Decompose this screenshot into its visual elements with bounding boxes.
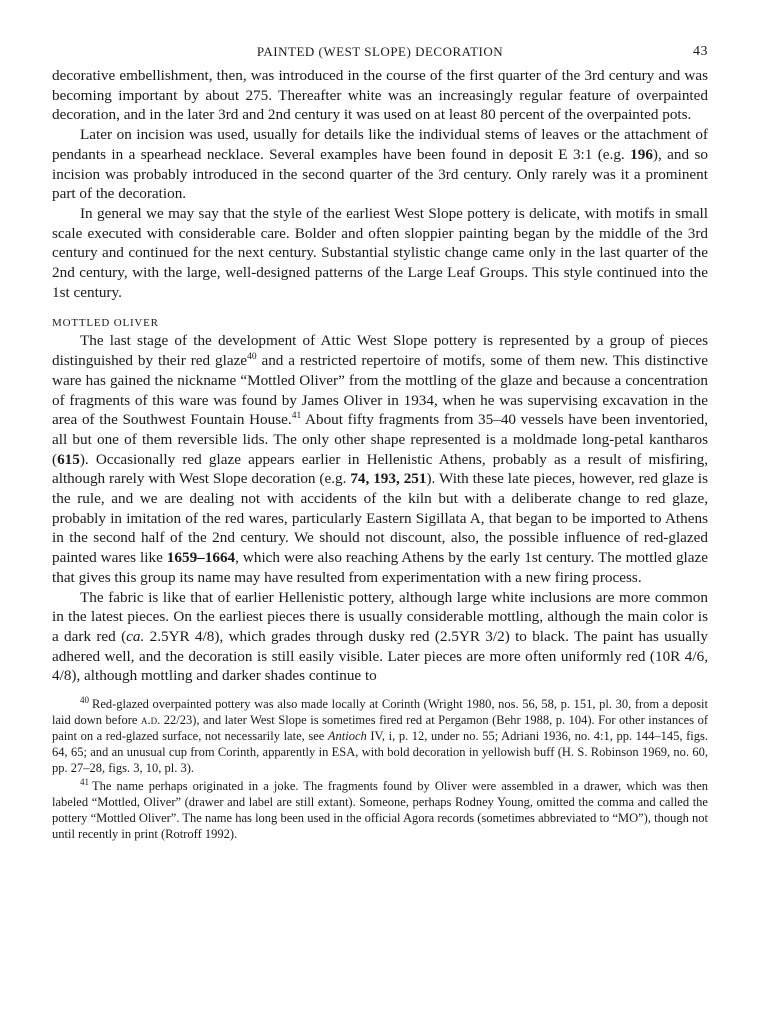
paragraph-4-text-f: , which were also reaching Athens by the early 1st century. The mottled glaze that gives this group its name may have resulted from experimentation with a new firing process.: [52, 549, 708, 586]
catalog-ref-615: 615: [57, 450, 80, 468]
paragraph-4-text-c: About fifty fragments from 35–40 vessels have been inventoried, all but one of them reversible lids. The only other shape represented is a moldmade long-petal kantharos (: [52, 411, 708, 468]
paragraph-3: [52, 204, 708, 303]
paragraph-5: [52, 588, 708, 687]
paragraph-2-text-a: Later on incision was used, usually for details like the individual stems of leaves or the attachment of pendants in a spearhead necklace. Several examples have been found in deposit E 3:1 (e.g.: [52, 126, 708, 163]
section-heading: MOTTLED OLIVER: [52, 317, 159, 330]
footnote-40-era: a.d.: [140, 713, 161, 728]
paragraph-4-text-e: ). With these late pieces, however, red glaze is the rule, and we are dealing not with accidents of the kiln but with a deliberate change to red glaze, probably in imitation of the red wares, particularly Eastern Sigillata A, that began to be imported to Athens in the second half of the 2nd century. We should not discount, also, the possible influence of red-glazed painted wares like: [52, 470, 709, 567]
paragraph-2-text-b: ), and so incision was probably introduced in the second quarter of the 3rd century. Only rarely was it a prominent part of the decoration.: [52, 145, 708, 203]
paragraph-5-text-b: 2.5YR 4/8), which grades through dusky red (2.5YR 3/2) to black. The paint has usually adhered well, and the decoration is still easily visible. Later pieces are more often uniformly red (10R 4/6, 4/8), although mottling and darker shades continue to: [52, 627, 708, 685]
footnote-41-text: The name perhaps originated in a joke. The fragments found by Oliver were assembled in a drawer, which was then labeled “Mottled, Oliver” (drawer and label are still extant). Someone, perhaps Rodney Young, omitted the comma and called the pottery “Mottled Oliver”. The name has long been used in the official Agora records (sometimes abbreviated to “MO”), though not until recently in print (Rotroff 1992).: [52, 779, 708, 842]
paragraph-4-text-a: The last stage of the development of Attic West Slope pottery is represented by a group of pieces distinguished by their red glaze: [52, 332, 708, 370]
paragraph-4-text-d: ). Occasionally red glaze appears earlier in Hellenistic Athens, probably as a result of misfiring, although rarely with West Slope decoration (e.g.: [52, 450, 708, 488]
paragraph-2: [52, 125, 708, 204]
paragraph-4: [52, 331, 708, 587]
paragraph-4-text-b: and a restricted repertoire of motifs, some of them new. This distinctive ware has gained the nickname “Mottled Oliver” from the mottling of the glaze and because a concentration of fragments of this ware was found by James Oliver in 1934, when he was supervising excavation in the area of the Southwest Fountain House.: [52, 352, 708, 429]
catalog-ref-74-193-251: 74, 193, 251: [350, 470, 427, 488]
footnote-40-number: 40: [80, 695, 89, 706]
footnotes: [52, 696, 708, 842]
footnote-40-text-b: 22/23), and later West Slope is sometimes fired red at Pergamon (Behr 1988, p. 104). For other instances of paint on a red-glazed surface, not necessarily late, see: [52, 713, 708, 744]
page-number: 43: [693, 44, 708, 59]
catalog-ref-196: 196: [630, 145, 653, 163]
paragraph-5-text-a: The fabric is like that of earlier Hellenistic pottery, although large white inclusions are more common in the latest pieces. On the earliest pieces there is usually considerable mottling, although the main color is a dark red (: [52, 588, 708, 645]
footnote-41-number: 41: [80, 777, 89, 788]
running-head-title: PAINTED (WEST SLOPE) DECORATION: [256, 44, 504, 59]
footnote-40-text-a: Red-glazed overpainted pottery was also made locally at Corinth (Wright 1980, nos. 56, 58, p. 151, pl. 30, from a deposit laid down before: [52, 697, 708, 728]
catalog-ref-1659-1664: 1659–1664: [166, 549, 236, 567]
body-text: [52, 66, 708, 686]
paragraph-3-text: In general we may say that the style of the earliest West Slope pottery is delicate, with motifs in small scale executed with considerable care. Bolder and often sloppier painting began by the middle of the 3rd century and continued for the next century. Substantial stylistic change came only in the last quarter of the 2nd century, with the large, well-designed patterns of the Large Leaf Groups. This style continued into the 1st century.: [52, 204, 708, 301]
paragraph-1-text: decorative embellishment, then, was introduced in the course of the first quarter of the 3rd century and was becoming important by about 275. Thereafter white was an increasingly regular feature of overpainted decoration, and in the later 3rd and 2nd century it was used on at least 80 percent of the overpainted pots.: [52, 67, 708, 124]
footnote-ref-41: 41: [291, 411, 302, 422]
footnote-ref-40: 40: [247, 352, 257, 363]
page: [52, 44, 708, 844]
paragraph-1: [52, 66, 708, 125]
footnote-40-text-c: IV, i, p. 12, under no. 55; Adriani 1936, no. 4:1, pp. 144–145, figs. 64, 65; and an unusual cup from Corinth, apparently in ESA, with bold decoration in yellowish buff (H. S. Robinson 1969, no. 60, pp. 27–28, figs. 3, 10, pl. 3).: [52, 729, 709, 776]
footnote-40: [52, 696, 708, 776]
running-head: [52, 44, 708, 66]
paragraph-5-italic: ca.: [126, 627, 145, 645]
footnote-41: [52, 778, 708, 842]
footnote-40-italic: Antioch: [327, 729, 367, 744]
